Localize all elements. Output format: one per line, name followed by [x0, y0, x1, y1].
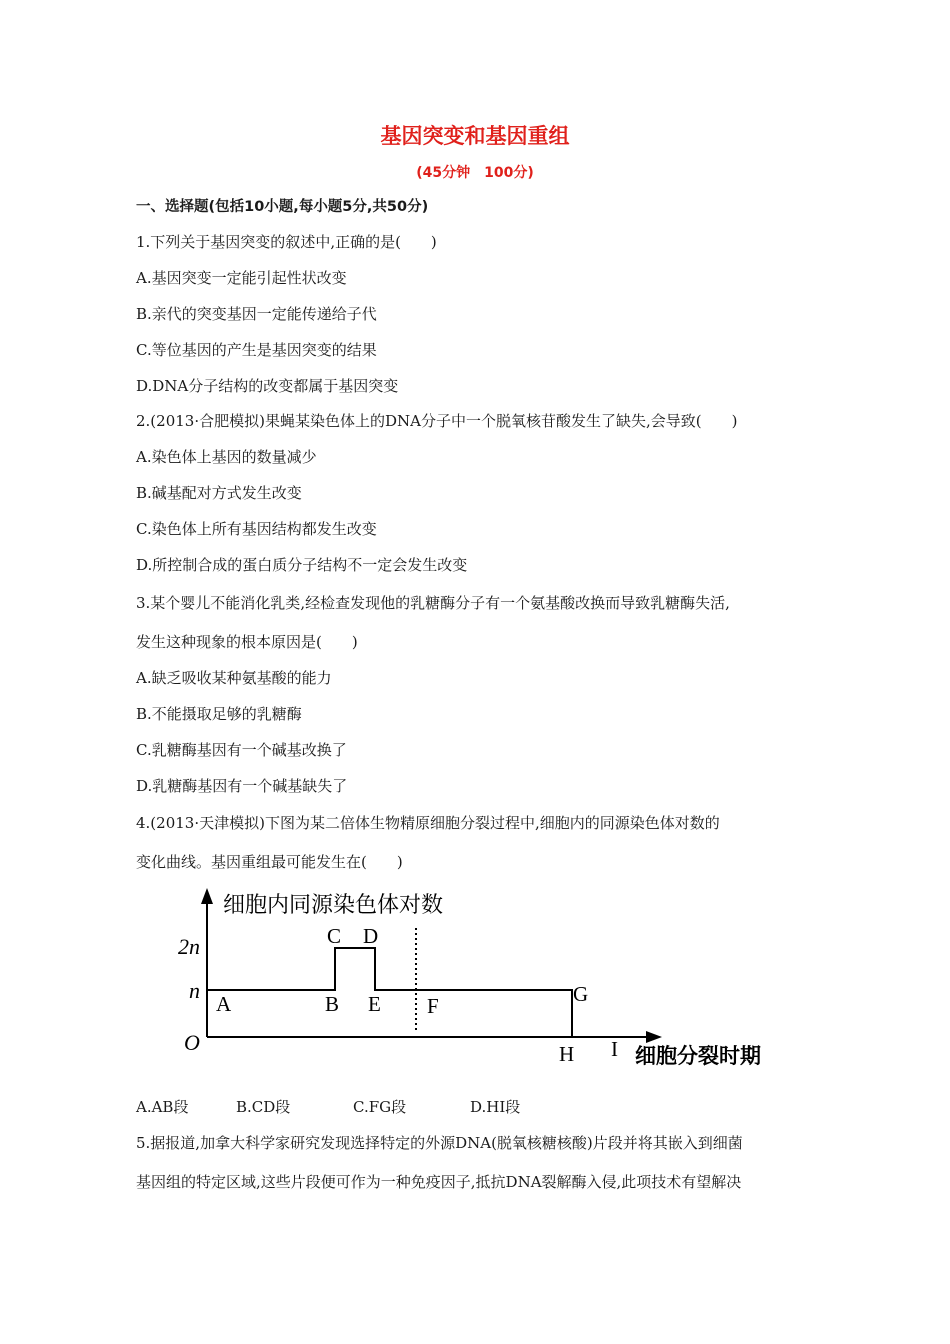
curve-line — [207, 948, 620, 1037]
q4-option-b: B.CD段 — [236, 1098, 291, 1116]
point-label-b: B — [325, 992, 340, 1016]
x-axis-title: 细胞分裂时期 — [635, 1044, 761, 1068]
y-tick-n: n — [189, 978, 200, 1003]
q2-option-a: A.染色体上基因的数量减少 — [136, 448, 317, 466]
q2-option-b: B.碱基配对方式发生改变 — [136, 484, 302, 502]
q2-stem: 2.(2013·合肥模拟)果蝇某染色体上的DNA分子中一个脱氧核苷酸发生了缺失,会导致( ) — [136, 412, 738, 430]
q3-stem-line1: 3.某个婴儿不能消化乳类,经检查发现他的乳糖酶分子有一个氨基酸改换而导致乳糖酶失活, — [136, 594, 730, 612]
q3-option-d: D.乳糖酶基因有一个碱基缺失了 — [136, 777, 348, 795]
section-heading: 一、选择题(包括10小题,每小题5分,共50分) — [136, 199, 429, 215]
point-label-h: H — [559, 1042, 575, 1066]
y-axis-title: 细胞内同源染色体对数 — [223, 893, 444, 918]
q1-option-d: D.DNA分子结构的改变都属于基因突变 — [136, 377, 399, 395]
q3-stem-line2: 发生这种现象的根本原因是( ) — [136, 633, 358, 651]
q1-option-b: B.亲代的突变基因一定能传递给子代 — [136, 305, 377, 323]
q3-option-a: A.缺乏吸收某种氨基酸的能力 — [136, 669, 332, 687]
chromosome-pair-curve-figure — [170, 880, 790, 1070]
point-label-d: D — [363, 924, 379, 948]
q1-option-a: A.基因突变一定能引起性状改变 — [136, 269, 347, 287]
q1-option-c: C.等位基因的产生是基因突变的结果 — [136, 341, 377, 359]
q5-line1: 5.据报道,加拿大科学家研究发现选择特定的外源DNA(脱氧核糖核酸)片段并将其嵌入到细菌 — [136, 1134, 743, 1152]
q5-line2: 基因组的特定区域,这些片段便可作为一种免疫因子,抵抗DNA裂解酶入侵,此项技术有望解决 — [136, 1173, 742, 1191]
point-label-i: I — [611, 1037, 618, 1061]
q3-option-c: C.乳糖酶基因有一个碱基改换了 — [136, 741, 347, 759]
q4-option-a: A.AB段 — [136, 1098, 189, 1116]
q1-stem: 1.下列关于基因突变的叙述中,正确的是( ) — [136, 233, 437, 251]
point-label-g: G — [573, 982, 589, 1006]
point-label-e: E — [368, 992, 381, 1016]
point-label-c: C — [327, 924, 342, 948]
q2-option-c: C.染色体上所有基因结构都发生改变 — [136, 520, 377, 538]
q2-option-d: D.所控制合成的蛋白质分子结构不一定会发生改变 — [136, 556, 468, 574]
x-axis-arrow — [646, 1031, 662, 1043]
point-label-f: F — [427, 994, 439, 1018]
point-label-a: A — [216, 992, 232, 1016]
q4-option-c: C.FG段 — [353, 1098, 407, 1116]
page-title: 基因突变和基因重组 — [380, 124, 570, 148]
q4-options — [136, 1097, 520, 1117]
q4-option-d: D.HI段 — [470, 1098, 521, 1116]
y-tick-2n: 2n — [178, 934, 200, 959]
q4-stem-line2: 变化曲线。基因重组最可能发生在( ) — [136, 853, 403, 871]
q4-stem-line1: 4.(2013·天津模拟)下图为某二倍体生物精原细胞分裂过程中,细胞内的同源染色体对数的 — [136, 814, 720, 832]
q3-option-b: B.不能摄取足够的乳糖酶 — [136, 705, 302, 723]
origin-label: O — [184, 1030, 200, 1055]
y-axis-arrow — [201, 888, 213, 904]
page-subtitle: (45分钟 100分) — [416, 165, 534, 181]
